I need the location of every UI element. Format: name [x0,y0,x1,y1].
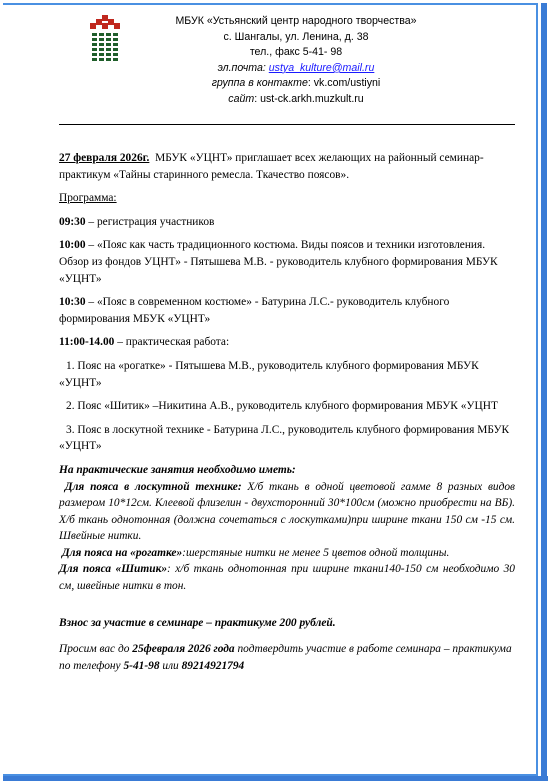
email-line [120,61,472,77]
program-item-1 [59,214,515,231]
practice-list [59,358,515,455]
page-border-right [541,3,547,781]
materials-item-2 [59,545,515,562]
materials-text: Х/б ткань в одной цветовой гамме 8 разных видов размером 10*12см. Клеевой флизелин - двухсторонний 30*100см (можно приобрести на ВБ). Х/б ткань однотонная (должна сочетаться с лоскутками)при ширине ткани 150 см -15 см. Швейные нитки. [59,480,516,543]
program-time: 11:00-14.00 [59,336,115,349]
materials-item-1 [59,479,515,545]
materials-label: Для пояса «Шитик» [59,563,168,576]
site-label: сайт [228,92,255,105]
program-time: 09:30 [59,215,86,228]
intro-paragraph [59,150,515,183]
closing-pre: Просим вас до [59,643,133,656]
vk-label: группа в контакте [211,77,308,90]
intro-text: приглашает всех желающих на районный семинар-практикум «Тайны старинного ремесла. Ткачество поясов». [59,152,484,181]
program-item-2 [59,237,515,287]
page-border-bottom [3,776,548,781]
vk-line [120,76,472,92]
program-item-4 [59,334,515,351]
materials-text: :шерстяные нитки не менее 5 цветов одной толщины. [182,546,450,559]
phone-number-2: 89214921794 [181,659,245,672]
phone-number-1: 5-41-98 [123,659,160,672]
event-date: 27 февраля 2026г. [59,152,150,164]
closing-mid: подтвердить участие в работе семинара – практикума по телефону [59,643,512,672]
closing-paragraph [59,641,515,674]
site-line [120,92,472,108]
email-link[interactable]: ustya_kulture@mail.ru [268,61,375,74]
closing-date: 25февраля 2026 года [132,643,235,656]
program-text: – «Пояс как часть традиционного костюма. Виды поясов и техники изготовления. Обзор из фондов УЦНТ» - Пятышева М.В. - руководитель клубного формирования МБУК «УЦНТ» [59,239,498,285]
site-value: : ust-ck.arkh.muzkult.ru [254,92,364,105]
letterhead [120,14,472,108]
practice-item: 1. Пояс на «рогатке» - Пятышева М.В., руководитель клубного формирования МБУК «УЦНТ» [59,359,479,389]
org-phone: тел., факс 5-41- 98 [249,46,343,59]
materials-label: Для пояса в лоскутной технике: [64,480,242,493]
email-label: эл.почта: [217,61,266,74]
program-heading: Программа: [59,192,117,205]
program-text: – «Пояс в современном костюме» - Батурина Л.С.- руководитель клубного формирования МБУК «УЦНТ» [59,296,450,325]
program-text: – практическая работа: [114,336,230,349]
program-time: 10:30 [59,296,86,309]
intro-org: МБУК «УЦНТ» [155,152,233,164]
materials-label: Для пояса на «рогатке» [61,546,183,559]
org-address: с. Шангалы, ул. Ленина, д. 38 [223,30,369,43]
practice-item: 3. Пояс в лоскутной технике - Батурина Л.С., руководитель клубного формирования МБУК «УЦНТ» [59,423,510,453]
materials-section [59,462,515,595]
materials-text: : х/б ткань однотонная при ширине ткани140-150 см необходимо 30 см, швейные нитки в тон. [59,563,515,593]
vk-value: : vk.com/ustiyni [307,77,381,90]
organization-logo [88,14,122,62]
materials-heading: На практические занятия необходимо иметь: [59,463,296,476]
header-divider [59,124,515,125]
program-time: 10:00 [59,239,86,252]
program-item-3 [59,294,515,327]
materials-item-3 [59,561,515,594]
closing-or: или [159,659,182,672]
practice-item: 2. Пояс «Шитик» –Никитина А.В., руководитель клубного формирования МБУК «УЦНТ [66,400,498,413]
letter-body [59,150,515,674]
org-name: МБУК «Устьянский центр народного творчества» [175,15,417,27]
program-text: – регистрация участников [85,215,215,228]
fee-notice: Взнос за участие в семинаре – практикуме 200 рублей. [59,616,336,629]
